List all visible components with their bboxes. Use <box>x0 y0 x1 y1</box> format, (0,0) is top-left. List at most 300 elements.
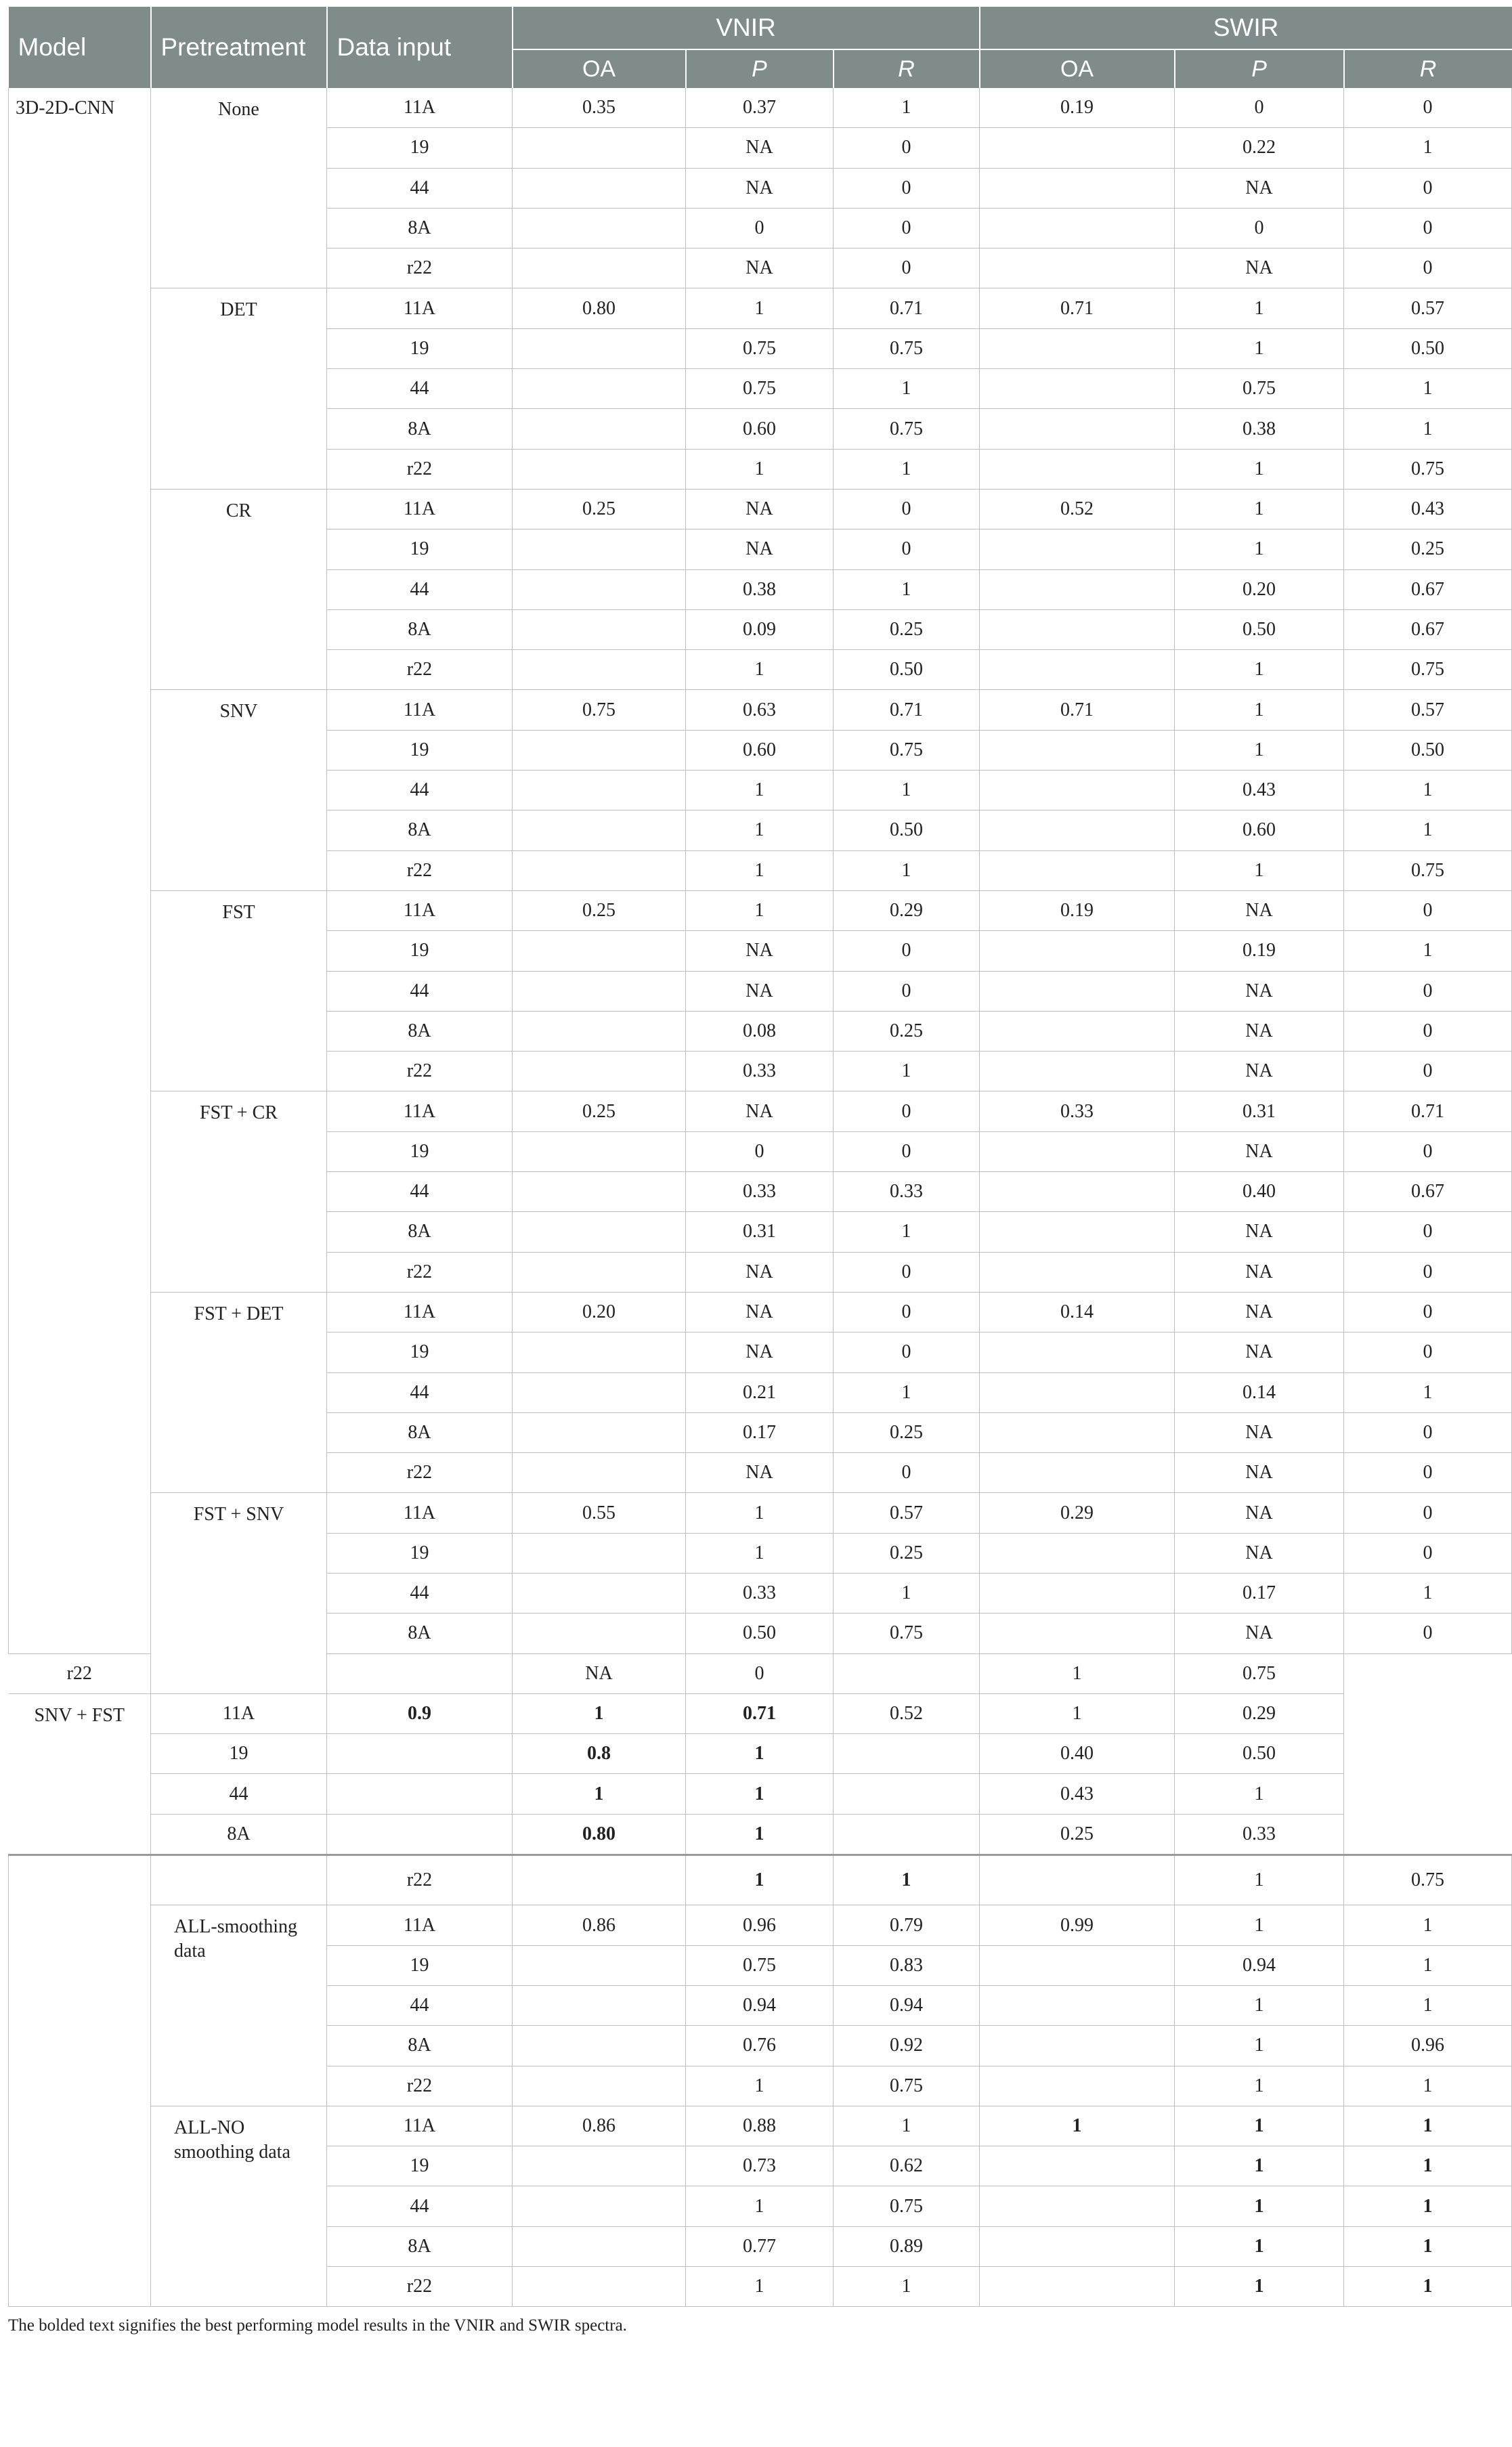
data-input-cell: 8A <box>327 208 513 248</box>
swir-r-cell: 1 <box>1344 2106 1512 2146</box>
swir-r-cell: 0 <box>1344 1131 1512 1171</box>
vnir-p-cell: 0.88 <box>686 2106 834 2146</box>
swir-oa-cell: 0.99 <box>980 1905 1175 1945</box>
swir-p-cell: NA <box>1175 890 1344 930</box>
vnir-oa-cell: 0.25 <box>513 890 686 930</box>
vnir-oa-cell: 0.35 <box>513 88 686 128</box>
vnir-r-cell: 1 <box>834 1212 980 1252</box>
swir-oa-cell <box>980 730 1175 770</box>
vnir-r-cell: 1 <box>834 369 980 409</box>
vnir-r-cell: 0.75 <box>834 2066 980 2106</box>
table-row <box>9 489 1512 529</box>
vnir-r-cell: 0.75 <box>834 409 980 449</box>
swir-r-cell: 1 <box>1344 771 1512 810</box>
data-input-cell: r22 <box>327 449 513 489</box>
vnir-r-cell: 1 <box>686 1814 834 1855</box>
swir-oa-cell <box>834 1814 980 1855</box>
data-input-cell: 44 <box>327 971 513 1011</box>
data-input-cell: 19 <box>327 1945 513 1985</box>
vnir-oa-cell <box>513 208 686 248</box>
swir-r-cell: 0.43 <box>1344 489 1512 529</box>
swir-r-cell: 1 <box>1344 128 1512 168</box>
col-header-swir-r: R <box>1344 49 1512 88</box>
data-input-cell: r22 <box>327 2066 513 2106</box>
swir-oa-cell: 0.52 <box>834 1693 980 1733</box>
pretreatment-cell: CR <box>151 489 327 689</box>
vnir-oa-cell <box>513 2146 686 2186</box>
data-input-cell: 44 <box>327 369 513 409</box>
swir-p-cell: 1 <box>980 1693 1175 1733</box>
vnir-r-cell: 0.50 <box>834 810 980 850</box>
swir-r-cell: 1 <box>1344 1372 1512 1412</box>
vnir-p-cell: 0 <box>686 208 834 248</box>
vnir-p-cell: 0.73 <box>686 2146 834 2186</box>
header-row <box>9 7 1512 49</box>
vnir-oa-cell <box>513 971 686 1011</box>
vnir-p-cell: 0.21 <box>686 1372 834 1412</box>
data-input-cell: 11A <box>151 1693 327 1733</box>
vnir-p-cell: 0.63 <box>686 690 834 730</box>
vnir-oa-cell <box>513 1172 686 1212</box>
vnir-p-cell: 1 <box>686 2186 834 2226</box>
swir-p-cell: NA <box>1175 1131 1344 1171</box>
vnir-oa-cell <box>513 529 686 569</box>
swir-p-cell: NA <box>1175 1533 1344 1573</box>
table-row <box>9 690 1512 730</box>
swir-r-cell: 0 <box>1344 1011 1512 1051</box>
vnir-r-cell: 0.71 <box>686 1693 834 1733</box>
swir-r-cell: 0.71 <box>1344 1091 1512 1131</box>
vnir-p-cell: 1 <box>686 2267 834 2307</box>
swir-p-cell: 0.75 <box>1175 369 1344 409</box>
data-input-cell: 11A <box>327 1905 513 1945</box>
swir-p-cell: 0.94 <box>1175 1945 1344 1985</box>
data-input-cell: 11A <box>327 489 513 529</box>
data-input-cell: r22 <box>327 248 513 288</box>
vnir-r-cell: 0.25 <box>834 1011 980 1051</box>
swir-oa-cell <box>980 931 1175 971</box>
vnir-p-cell: 0.08 <box>686 1011 834 1051</box>
vnir-p-cell: 1 <box>686 288 834 328</box>
swir-p-cell: 1 <box>1175 2186 1344 2226</box>
data-input-cell: 11A <box>327 1292 513 1332</box>
vnir-oa-cell <box>513 1453 686 1493</box>
swir-oa-cell <box>980 1252 1175 1292</box>
data-input-cell: r22 <box>327 1252 513 1292</box>
data-input-cell: r22 <box>327 2267 513 2307</box>
col-header-pretreatment: Pretreatment <box>151 7 327 88</box>
swir-oa-cell <box>980 1855 1175 1905</box>
data-input-cell: 11A <box>327 690 513 730</box>
vnir-r-cell: 1 <box>834 1052 980 1091</box>
vnir-p-cell: 1 <box>686 1533 834 1573</box>
vnir-r-cell: 1 <box>686 1774 834 1814</box>
vnir-p-cell: 0.94 <box>686 1985 834 2025</box>
swir-r-cell: 0 <box>1344 1412 1512 1452</box>
swir-p-cell: 1 <box>1175 2106 1344 2146</box>
vnir-oa-cell <box>327 1814 513 1855</box>
swir-r-cell: 0.75 <box>1344 1855 1512 1905</box>
vnir-p-cell: NA <box>686 1252 834 1292</box>
vnir-p-cell: 1 <box>686 850 834 890</box>
swir-p-cell: NA <box>1175 1052 1344 1091</box>
vnir-r-cell: 0.94 <box>834 1985 980 2025</box>
vnir-oa-cell <box>513 1372 686 1412</box>
vnir-oa-cell <box>513 1855 686 1905</box>
vnir-r-cell: 0.83 <box>834 1945 980 1985</box>
vnir-oa-cell <box>513 931 686 971</box>
col-header-vnir: VNIR <box>513 7 980 49</box>
vnir-p-cell: NA <box>686 529 834 569</box>
vnir-r-cell: 0.75 <box>834 730 980 770</box>
col-header-vnir-oa: OA <box>513 49 686 88</box>
vnir-r-cell: 0 <box>834 1333 980 1372</box>
swir-oa-cell: 0.71 <box>980 690 1175 730</box>
vnir-r-cell: 0.29 <box>834 890 980 930</box>
table-row <box>9 2106 1512 2146</box>
swir-p-cell: 1 <box>1175 489 1344 529</box>
swir-p-cell: NA <box>1175 1333 1344 1372</box>
swir-r-cell: 1 <box>1344 369 1512 409</box>
pretreatment-cell: FST + CR <box>151 1091 327 1292</box>
table-body <box>9 88 1512 2307</box>
vnir-p-cell: NA <box>686 971 834 1011</box>
vnir-oa-cell <box>513 1131 686 1171</box>
vnir-oa-cell <box>513 730 686 770</box>
vnir-r-cell: 0 <box>834 1453 980 1493</box>
swir-p-cell: 1 <box>1175 1905 1344 1945</box>
vnir-oa-cell <box>513 1945 686 1985</box>
data-input-cell: 19 <box>327 328 513 368</box>
data-input-cell: 44 <box>327 1985 513 2025</box>
swir-p-cell: 1 <box>1175 730 1344 770</box>
swir-oa-cell <box>980 208 1175 248</box>
data-input-cell: 19 <box>327 730 513 770</box>
swir-oa-cell <box>980 850 1175 890</box>
vnir-p-cell: 1 <box>686 650 834 690</box>
vnir-p-cell: 1 <box>686 449 834 489</box>
swir-oa-cell <box>980 1011 1175 1051</box>
swir-oa-cell <box>834 1653 980 1693</box>
swir-p-cell: 0.40 <box>1175 1172 1344 1212</box>
swir-p-cell: 0.31 <box>1175 1091 1344 1131</box>
swir-oa-cell <box>980 1131 1175 1171</box>
vnir-oa-cell <box>513 1212 686 1252</box>
data-input-cell: 11A <box>327 88 513 128</box>
vnir-r-cell: 0.50 <box>834 650 980 690</box>
data-input-cell: 11A <box>327 2106 513 2146</box>
vnir-r-cell: 1 <box>834 1573 980 1613</box>
swir-r-cell: 1 <box>1344 1573 1512 1613</box>
swir-oa-cell: 0.33 <box>980 1091 1175 1131</box>
swir-p-cell: NA <box>1175 971 1344 1011</box>
data-input-cell: r22 <box>327 650 513 690</box>
swir-r-cell: 0.67 <box>1344 609 1512 649</box>
vnir-oa-cell <box>513 609 686 649</box>
vnir-oa-cell <box>513 2066 686 2106</box>
swir-oa-cell <box>834 1734 980 1774</box>
swir-r-cell: 0 <box>1344 168 1512 208</box>
vnir-p-cell: 0.33 <box>686 1052 834 1091</box>
pretreatment-cell: DET <box>151 288 327 489</box>
swir-oa-cell <box>980 529 1175 569</box>
data-input-cell: 44 <box>151 1774 327 1814</box>
table-row <box>9 1693 1512 1733</box>
data-input-cell: 19 <box>327 2146 513 2186</box>
swir-p-cell: NA <box>1175 1493 1344 1533</box>
swir-r-cell: 0.57 <box>1344 288 1512 328</box>
vnir-r-cell: 1 <box>834 1855 980 1905</box>
swir-p-cell: 1 <box>1175 2026 1344 2066</box>
swir-p-cell: 0.43 <box>980 1774 1175 1814</box>
vnir-oa-cell <box>513 328 686 368</box>
model-cell <box>9 1855 151 2307</box>
swir-p-cell: 0 <box>1175 208 1344 248</box>
vnir-r-cell: 0 <box>834 168 980 208</box>
model-cell: 3D-2D-CNN <box>9 88 151 1653</box>
data-input-cell: 19 <box>327 1131 513 1171</box>
vnir-oa-cell <box>513 850 686 890</box>
data-input-cell: 11A <box>327 288 513 328</box>
swir-p-cell: 1 <box>980 1653 1175 1693</box>
swir-p-cell: 1 <box>1175 529 1344 569</box>
vnir-p-cell: NA <box>686 1091 834 1131</box>
vnir-oa-cell <box>513 248 686 288</box>
vnir-r-cell: 1 <box>834 2267 980 2307</box>
swir-oa-cell <box>980 1573 1175 1613</box>
swir-oa-cell <box>980 2186 1175 2226</box>
data-input-cell: 8A <box>327 2026 513 2066</box>
swir-p-cell: NA <box>1175 248 1344 288</box>
vnir-p-cell: 0.60 <box>686 409 834 449</box>
vnir-oa-cell: 0.25 <box>513 489 686 529</box>
swir-r-cell: 0.67 <box>1344 1172 1512 1212</box>
vnir-r-cell: 1 <box>686 1734 834 1774</box>
swir-p-cell: NA <box>1175 1011 1344 1051</box>
vnir-r-cell: 0.89 <box>834 2226 980 2266</box>
data-input-cell: 8A <box>327 409 513 449</box>
vnir-p-cell: 1 <box>686 771 834 810</box>
swir-oa-cell: 1 <box>980 2106 1175 2146</box>
pretreatment-cell <box>151 1855 327 1905</box>
swir-r-cell: 0 <box>1344 1252 1512 1292</box>
data-input-cell: 44 <box>327 2186 513 2226</box>
vnir-p-cell: 0.96 <box>686 1905 834 1945</box>
data-input-cell: 8A <box>327 1412 513 1452</box>
vnir-r-cell: 0 <box>686 1653 834 1693</box>
pretreatment-cell: ALL-smoothing data <box>151 1905 327 2106</box>
vnir-p-cell: 1 <box>686 890 834 930</box>
swir-r-cell: 0.75 <box>1175 1653 1344 1693</box>
vnir-p-cell: NA <box>686 489 834 529</box>
vnir-oa-cell <box>327 1734 513 1774</box>
vnir-p-cell: 1 <box>513 1693 686 1733</box>
swir-r-cell: 1 <box>1344 1985 1512 2025</box>
data-input-cell: 11A <box>327 1493 513 1533</box>
vnir-r-cell: 0.25 <box>834 1412 980 1452</box>
swir-r-cell: 0 <box>1344 1052 1512 1091</box>
vnir-r-cell: 1 <box>834 449 980 489</box>
swir-oa-cell: 0.19 <box>980 890 1175 930</box>
vnir-r-cell: 0 <box>834 529 980 569</box>
vnir-p-cell: 0.31 <box>686 1212 834 1252</box>
vnir-p-cell: NA <box>513 1653 686 1693</box>
swir-oa-cell <box>980 1533 1175 1573</box>
swir-r-cell: 0.75 <box>1344 449 1512 489</box>
pretreatment-cell: FST + SNV <box>151 1493 327 1693</box>
vnir-r-cell: 0 <box>834 931 980 971</box>
vnir-oa-cell: 0.86 <box>513 2106 686 2146</box>
swir-p-cell: NA <box>1175 1453 1344 1493</box>
vnir-oa-cell <box>513 128 686 168</box>
swir-r-cell: 0 <box>1344 890 1512 930</box>
swir-r-cell: 0.33 <box>1175 1814 1344 1855</box>
vnir-oa-cell: 0.80 <box>513 288 686 328</box>
data-input-cell: 8A <box>327 609 513 649</box>
results-table <box>8 7 1512 2307</box>
vnir-p-cell: 0.8 <box>513 1734 686 1774</box>
vnir-oa-cell: 0.75 <box>513 690 686 730</box>
data-input-cell: 19 <box>327 1333 513 1372</box>
vnir-r-cell: 0.92 <box>834 2026 980 2066</box>
swir-r-cell: 1 <box>1344 931 1512 971</box>
swir-r-cell: 0 <box>1344 971 1512 1011</box>
vnir-p-cell: 0.75 <box>686 369 834 409</box>
swir-r-cell: 0 <box>1344 1333 1512 1372</box>
vnir-oa-cell <box>513 168 686 208</box>
data-input-cell: 8A <box>327 1212 513 1252</box>
vnir-oa-cell <box>513 1573 686 1613</box>
table-row <box>9 1292 1512 1332</box>
swir-oa-cell: 0.71 <box>980 288 1175 328</box>
vnir-r-cell: 0 <box>834 248 980 288</box>
swir-r-cell: 0 <box>1344 1212 1512 1252</box>
data-input-cell: 44 <box>327 771 513 810</box>
vnir-p-cell: 0.33 <box>686 1573 834 1613</box>
swir-r-cell: 0 <box>1344 1493 1512 1533</box>
vnir-r-cell: 0 <box>834 1131 980 1171</box>
vnir-r-cell: 0.79 <box>834 1905 980 1945</box>
swir-p-cell: 0.38 <box>1175 409 1344 449</box>
swir-p-cell: NA <box>1175 1614 1344 1653</box>
pretreatment-cell: SNV + FST <box>9 1693 151 1855</box>
data-input-cell: 44 <box>327 168 513 208</box>
table-row <box>9 88 1512 128</box>
swir-oa-cell <box>980 971 1175 1011</box>
swir-r-cell: 0.96 <box>1344 2026 1512 2066</box>
vnir-r-cell: 0 <box>834 128 980 168</box>
swir-oa-cell <box>980 369 1175 409</box>
swir-oa-cell <box>980 609 1175 649</box>
data-input-cell: r22 <box>327 850 513 890</box>
vnir-p-cell: NA <box>686 1453 834 1493</box>
vnir-p-cell: 0 <box>686 1131 834 1171</box>
swir-oa-cell <box>980 1945 1175 1985</box>
table-row <box>9 1855 1512 1905</box>
vnir-p-cell: NA <box>686 128 834 168</box>
vnir-r-cell: 1 <box>834 2106 980 2146</box>
data-input-cell: 8A <box>327 1011 513 1051</box>
data-input-cell: r22 <box>9 1653 151 1693</box>
table-row <box>9 1493 1512 1533</box>
pretreatment-cell: ALL-NO smoothing data <box>151 2106 327 2306</box>
vnir-oa-cell <box>513 810 686 850</box>
swir-oa-cell <box>980 650 1175 690</box>
swir-oa-cell <box>980 1172 1175 1212</box>
vnir-oa-cell <box>327 1653 513 1693</box>
vnir-r-cell: 1 <box>834 569 980 609</box>
swir-oa-cell <box>980 569 1175 609</box>
vnir-oa-cell: 0.55 <box>513 1493 686 1533</box>
swir-p-cell: NA <box>1175 1412 1344 1452</box>
swir-r-cell: 0.50 <box>1344 730 1512 770</box>
swir-r-cell: 1 <box>1344 2186 1512 2226</box>
vnir-oa-cell <box>513 1533 686 1573</box>
vnir-p-cell: 0.17 <box>686 1412 834 1452</box>
swir-p-cell: 0.50 <box>1175 609 1344 649</box>
vnir-r-cell: 1 <box>834 771 980 810</box>
vnir-r-cell: 0 <box>834 1252 980 1292</box>
swir-oa-cell <box>834 1774 980 1814</box>
vnir-oa-cell <box>513 2026 686 2066</box>
vnir-r-cell: 0.62 <box>834 2146 980 2186</box>
vnir-p-cell: NA <box>686 1292 834 1332</box>
swir-r-cell: 1 <box>1344 810 1512 850</box>
swir-p-cell: 0.22 <box>1175 128 1344 168</box>
swir-r-cell: 0 <box>1344 208 1512 248</box>
vnir-oa-cell: 0.86 <box>513 1905 686 1945</box>
swir-p-cell: 0 <box>1175 88 1344 128</box>
swir-p-cell: NA <box>1175 168 1344 208</box>
swir-oa-cell: 0.14 <box>980 1292 1175 1332</box>
swir-r-cell: 0.57 <box>1344 690 1512 730</box>
swir-p-cell: 1 <box>1175 449 1344 489</box>
vnir-oa-cell: 0.20 <box>513 1292 686 1332</box>
vnir-oa-cell <box>513 2186 686 2226</box>
swir-p-cell: 0.19 <box>1175 931 1344 971</box>
vnir-oa-cell <box>513 1614 686 1653</box>
vnir-p-cell: 1 <box>686 810 834 850</box>
vnir-p-cell: 0.33 <box>686 1172 834 1212</box>
vnir-r-cell: 0.71 <box>834 288 980 328</box>
swir-r-cell: 0.50 <box>1175 1734 1344 1774</box>
swir-p-cell: 0.17 <box>1175 1573 1344 1613</box>
swir-r-cell: 0.50 <box>1344 328 1512 368</box>
vnir-oa-cell <box>513 771 686 810</box>
swir-p-cell: 1 <box>1175 2066 1344 2106</box>
data-input-cell: r22 <box>327 1453 513 1493</box>
data-input-cell: 19 <box>327 931 513 971</box>
vnir-oa-cell <box>513 449 686 489</box>
data-input-cell: 8A <box>327 810 513 850</box>
table-row <box>9 1734 1512 1774</box>
swir-p-cell: 0.60 <box>1175 810 1344 850</box>
col-header-swir: SWIR <box>980 7 1512 49</box>
swir-p-cell: NA <box>1175 1252 1344 1292</box>
swir-p-cell: 1 <box>1175 288 1344 328</box>
swir-oa-cell <box>980 2026 1175 2066</box>
swir-r-cell: 1 <box>1344 2066 1512 2106</box>
swir-p-cell: 1 <box>1175 1855 1344 1905</box>
vnir-oa-cell <box>327 1774 513 1814</box>
swir-r-cell: 0 <box>1344 248 1512 288</box>
pretreatment-cell: None <box>151 88 327 288</box>
swir-oa-cell <box>980 810 1175 850</box>
vnir-p-cell: 0.09 <box>686 609 834 649</box>
swir-oa-cell <box>980 1412 1175 1452</box>
vnir-r-cell: 1 <box>834 850 980 890</box>
swir-oa-cell <box>980 1333 1175 1372</box>
